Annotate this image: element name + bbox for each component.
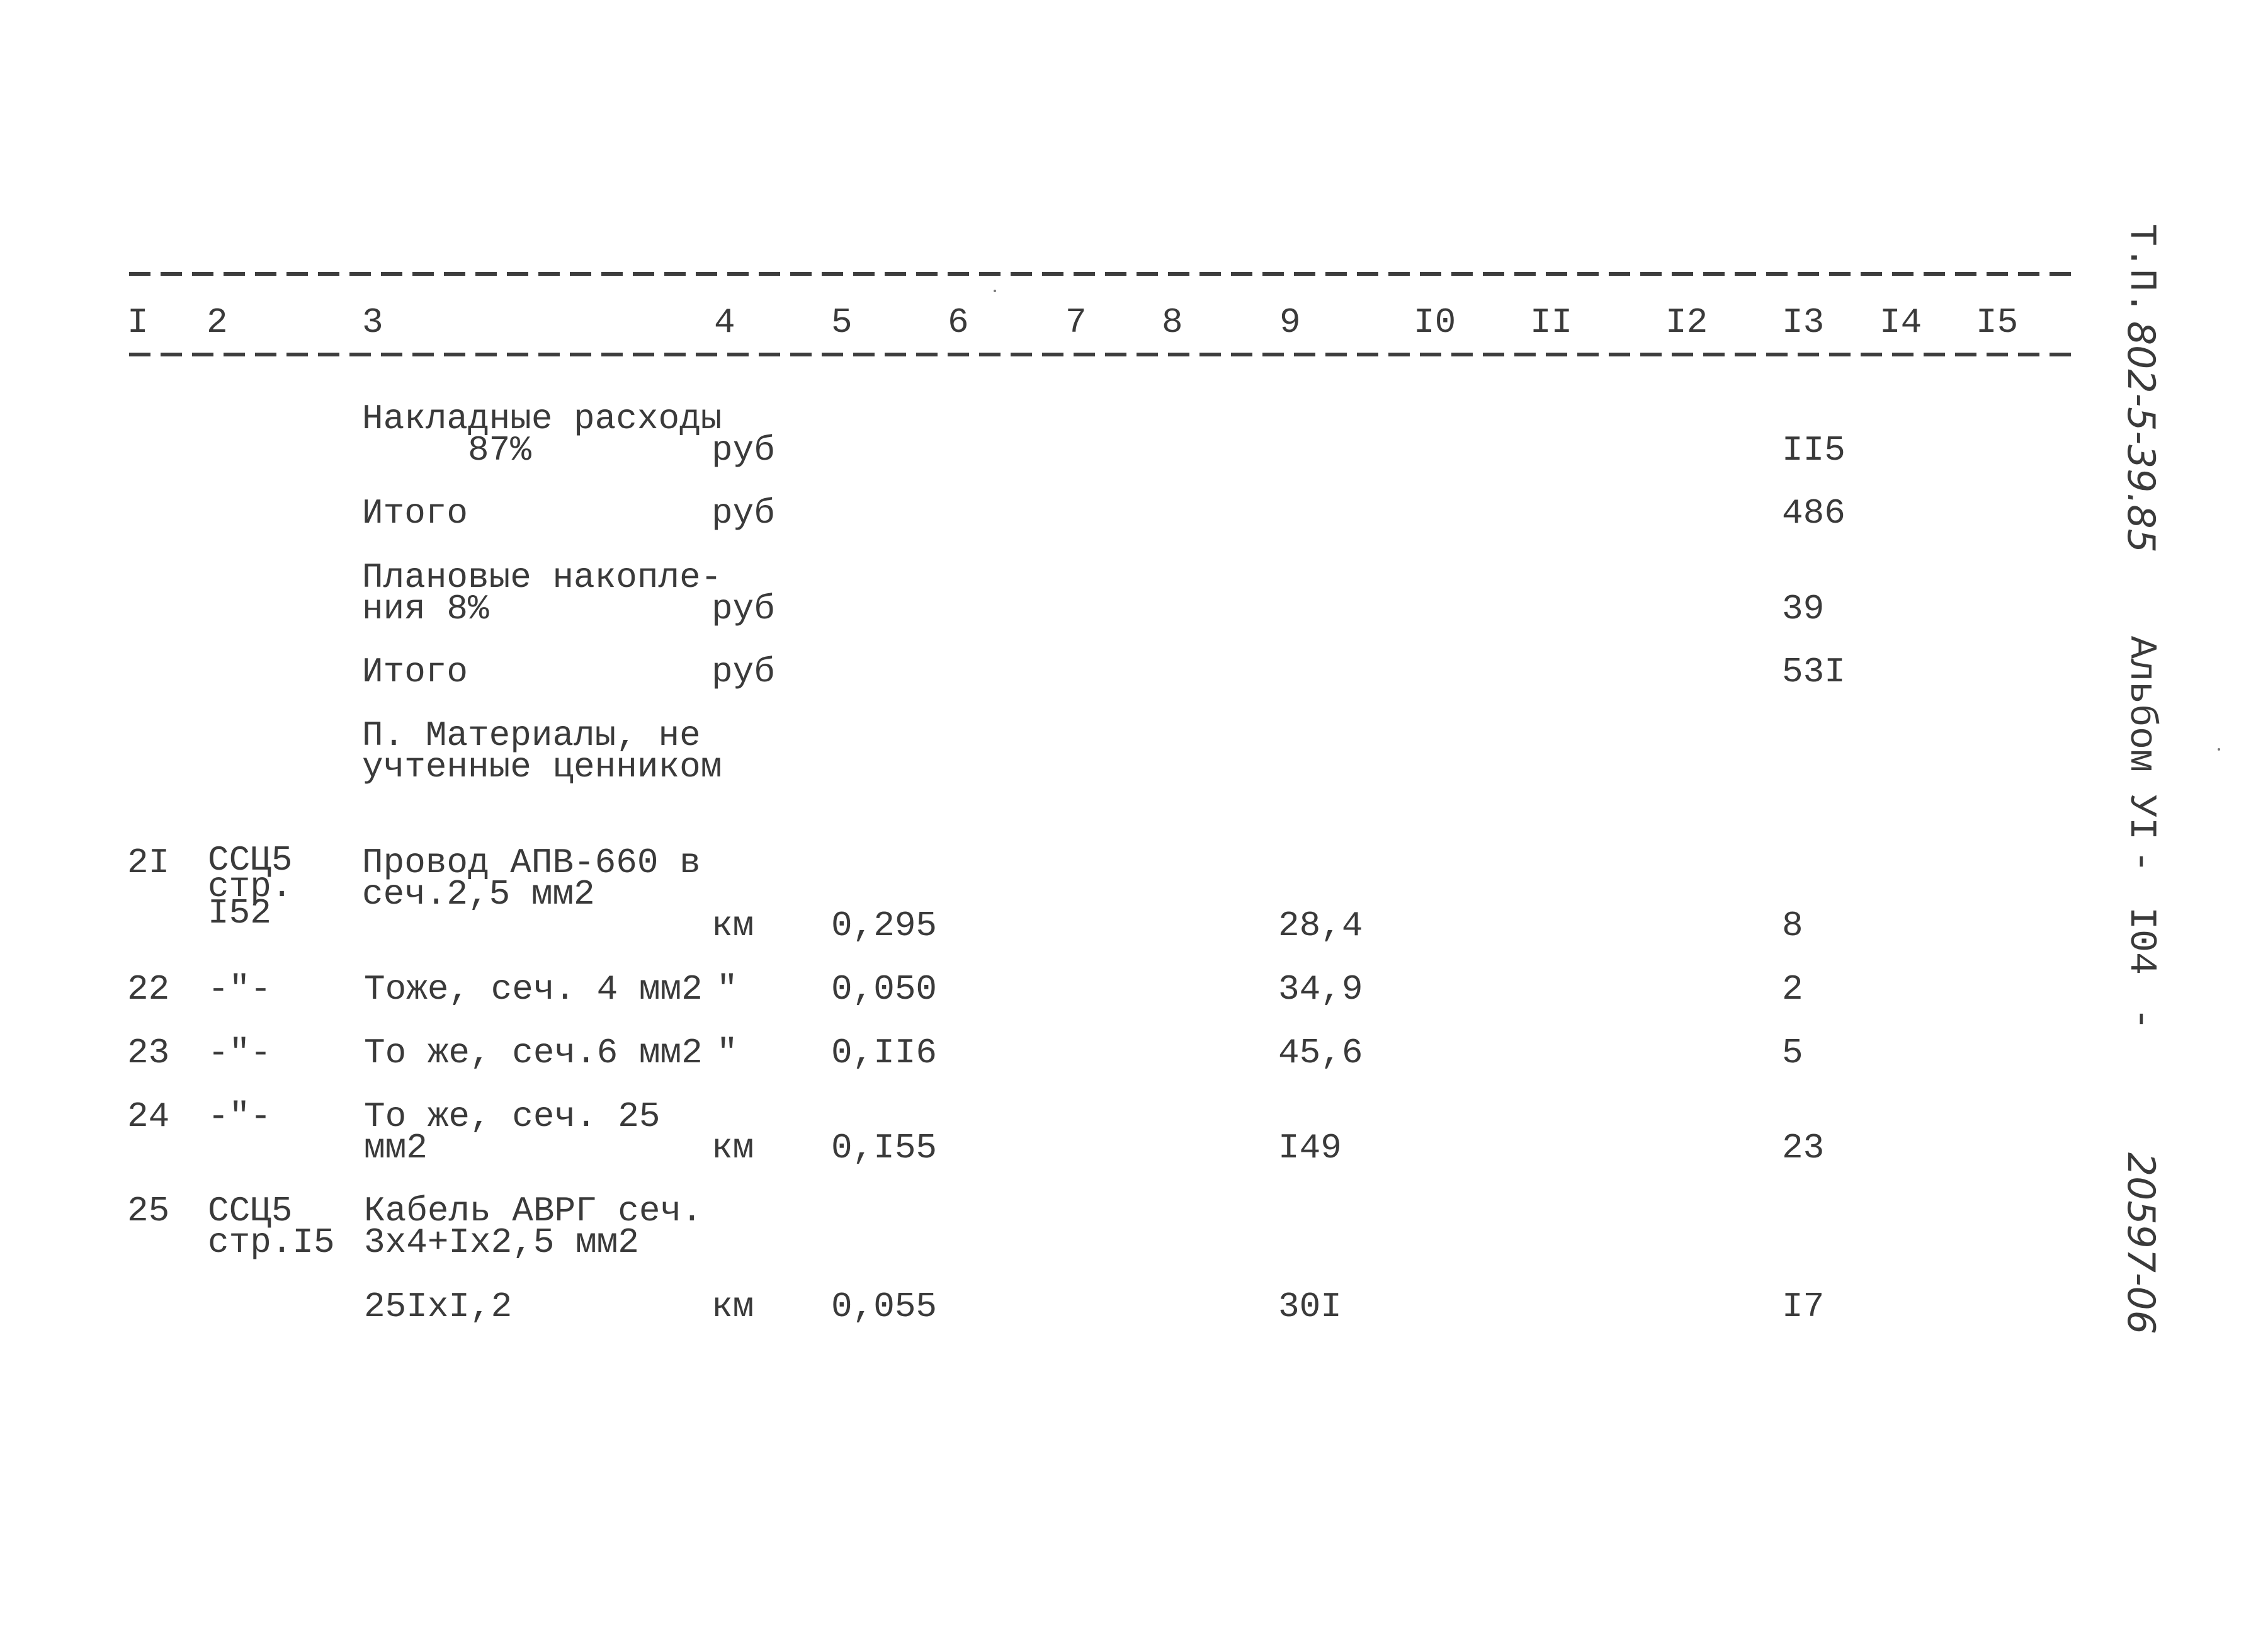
column-header-12: I2	[1665, 302, 1708, 343]
column-header-13: I3	[1782, 302, 1825, 343]
side-label-album: Альбом УI	[2119, 636, 2162, 841]
quantity-cell: 0,295	[831, 906, 938, 946]
description-cell: Плановые накопле- ния 8%	[362, 557, 722, 629]
description-cell: То же, сеч. 25 мм2	[364, 1096, 661, 1168]
unit-cell: "	[717, 1033, 738, 1073]
side-label-project-number: 802-5-39.85	[2119, 321, 2163, 553]
column-header-3: 3	[362, 302, 383, 343]
total-cell: 2	[1782, 969, 1803, 1009]
total-cell: 39	[1782, 589, 1825, 629]
total-cell: 5	[1782, 1033, 1803, 1073]
header-top-rule	[129, 272, 2072, 276]
description-cell: Кабель АВРГ сеч. 3х4+Iх2,5 мм2	[364, 1191, 703, 1263]
description-cell: Итого	[362, 493, 468, 533]
description-cell: То же, сеч.6 мм2	[364, 1033, 703, 1073]
unit-cell: руб	[712, 589, 775, 629]
unit-price-cell: I49	[1278, 1128, 1342, 1168]
unit-cell: км	[712, 1287, 754, 1327]
column-header-7: 7	[1065, 302, 1087, 343]
unit-cell: км	[712, 906, 754, 946]
total-cell: II5	[1782, 430, 1846, 470]
column-header-15: I5	[1976, 302, 2019, 343]
total-cell: I7	[1782, 1287, 1825, 1327]
description-cell: 25IхI,2	[364, 1287, 513, 1327]
side-label-page: I04	[2119, 907, 2162, 975]
unit-cell: "	[717, 969, 738, 1009]
unit-cell: руб	[712, 652, 775, 692]
scan-speck	[2218, 748, 2220, 751]
row-number-cell: 24	[127, 1096, 170, 1137]
section-title: П. Материалы, не учтенные ценником	[362, 715, 722, 787]
side-label-dash-2: -	[2119, 1008, 2162, 1031]
quantity-cell: 0,II6	[831, 1033, 938, 1073]
column-header-6: 6	[948, 302, 969, 343]
description-cell: Накладные расходы 87%	[362, 399, 722, 470]
unit-cell: руб	[712, 430, 775, 470]
unit-cell: км	[712, 1128, 754, 1168]
column-header-2: 2	[207, 302, 228, 343]
row-number-cell: 22	[127, 969, 170, 1009]
price-reference-cell: -"-	[208, 969, 271, 1009]
scan-speck	[994, 290, 996, 292]
side-label-dash-1: -	[2119, 850, 2162, 873]
column-header-10: I0	[1414, 302, 1456, 343]
row-number-cell: 23	[127, 1033, 170, 1073]
side-label-doc-number: 20597-06	[2119, 1152, 2163, 1334]
column-header-4: 4	[714, 302, 735, 343]
total-cell: 486	[1782, 493, 1846, 533]
price-reference-cell: -"-	[208, 1096, 271, 1137]
unit-price-cell: 30I	[1278, 1287, 1342, 1327]
description-cell: Тоже, сеч. 4 мм2	[364, 969, 703, 1009]
header-bottom-rule	[129, 353, 2072, 356]
column-header-1: I	[127, 302, 149, 343]
row-number-cell: 2I	[127, 843, 170, 883]
price-reference-cell: -"-	[208, 1033, 271, 1073]
unit-price-cell: 28,4	[1278, 906, 1363, 946]
total-cell: 23	[1782, 1128, 1825, 1168]
unit-cell: руб	[712, 493, 775, 533]
description-cell: Итого	[362, 652, 468, 692]
quantity-cell: 0,050	[831, 969, 938, 1009]
total-cell: 53I	[1782, 652, 1846, 692]
row-number-cell: 25	[127, 1191, 170, 1231]
unit-price-cell: 45,6	[1278, 1033, 1363, 1073]
column-header-8: 8	[1162, 302, 1183, 343]
column-header-11: II	[1530, 302, 1573, 343]
column-header-5: 5	[831, 302, 853, 343]
column-header-9: 9	[1279, 302, 1301, 343]
quantity-cell: 0,I55	[831, 1128, 938, 1168]
column-header-14: I4	[1880, 302, 1922, 343]
price-reference-cell: ССЦ5 стр.I5	[208, 1191, 335, 1263]
price-reference-cell: ССЦ5 стр. I52	[208, 840, 293, 933]
unit-price-cell: 34,9	[1278, 969, 1363, 1009]
side-label-tp: Т.П.	[2119, 224, 2162, 315]
description-cell: Провод АПВ-660 в сеч.2,5 мм2	[362, 843, 701, 914]
total-cell: 8	[1782, 906, 1803, 946]
quantity-cell: 0,055	[831, 1287, 938, 1327]
